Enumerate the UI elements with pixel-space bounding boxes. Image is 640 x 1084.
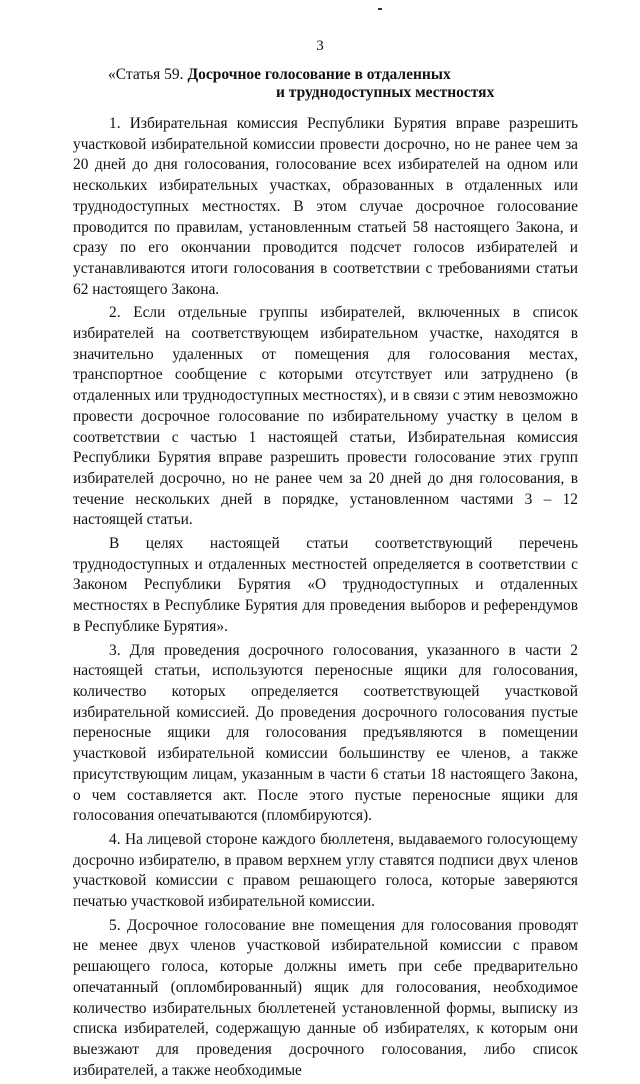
article-title-line-2: и труднодоступных местностях [276, 84, 495, 101]
article-prefix: «Статья 59. [108, 66, 188, 83]
paragraph-1: 1. Избирательная комиссия Республики Бурятия вправе разрешить участковой избирательной комиссии провести досрочно, но не ранее чем за 20 дней до дня голосования, голосование всех избирателей на одном или нескольких избирательных участках, образованных в отдаленных или труднодоступных местностях. В этом случае досрочное голосование проводится по правилам, установленным статьей 58 настоящего Закона, и сразу по его окончании проводится подсчет голосов избирателей и устанавливаются итоги голосования в соответствии с требованиями статьи 62 настоящего Закона. [73, 115, 578, 298]
article-heading [108, 66, 578, 102]
scan-mark [378, 8, 382, 10]
page-number: 3 [316, 38, 324, 54]
paragraph-2: 2. Если отдельные группы избирателей, включенных в список избирателей на соответствующем избирательном участке, находятся в значительно удаленных от помещения для голосования местах, транспортное сообщение с которыми отсутствует или затруднено (в отдаленных или труднодоступных местностях), и в связи с этим невозможно провести досрочное голосование по избирательному участку в целом в соответствии с частью 1 настоящей статьи, Избирательная комиссия Республики Бурятия вправе разрешить провести голосование этих групп избирателей досрочно, но не ранее чем за 20 дней до дня голосования, в течение нескольких дней в порядке, установленном частями 3 – 12 настоящей статьи. [73, 304, 578, 529]
article-title-line-1: Досрочное голосование в отдаленных [187, 66, 451, 83]
paragraph-5: 4. На лицевой стороне каждого бюллетеня, выдаваемого голосующему досрочно избирателю, в правом верхнем углу ставятся подписи двух членов участковой комиссии с правом решающего голоса, которые заверяются печатью участковой избирательной комиссии. [73, 830, 578, 911]
paragraph-3: В целях настоящей статьи соответствующий перечень труднодоступных и отдаленных местностей определяется в соответствии с Законом Республики Бурятия «О труднодоступных и отдаленных местностях в Республике Бурятия для проведения выборов и референдумов в Республике Бурятия». [73, 535, 578, 635]
paragraph-4: 3. Для проведения досрочного голосования, указанного в части 2 настоящей статьи, используются переносные ящики для голосования, количество которых определяется соответствующей участковой избирательной комиссией. До проведения досрочного голосования пустые переносные ящики для голосования предъявляются в помещении участковой избирательной комиссии большинству ее членов, а также присутствующим лицам, указанным в части 6 статьи 18 настоящего Закона, о чем составляется акт. После этого пустые переносные ящики для голосования опечатываются (пломбируются). [73, 641, 578, 825]
article-body [73, 114, 578, 1084]
paragraph-6: 5. Досрочное голосование вне помещения для голосования проводят не менее двух членов участковой избирательной комиссии с правом решающего голоса, которые должны иметь при себе предварительно опечатанный (опломбированный) ящик для голосования, необходимое количество избирательных бюллетеней установленной формы, выписку из списка избирателей, содержащую данные об избирателях, к которым они выезжают для проведения досрочного голосования, либо список избирателей, а также необходимые [73, 916, 578, 1079]
article-heading-line-1 [108, 66, 578, 84]
